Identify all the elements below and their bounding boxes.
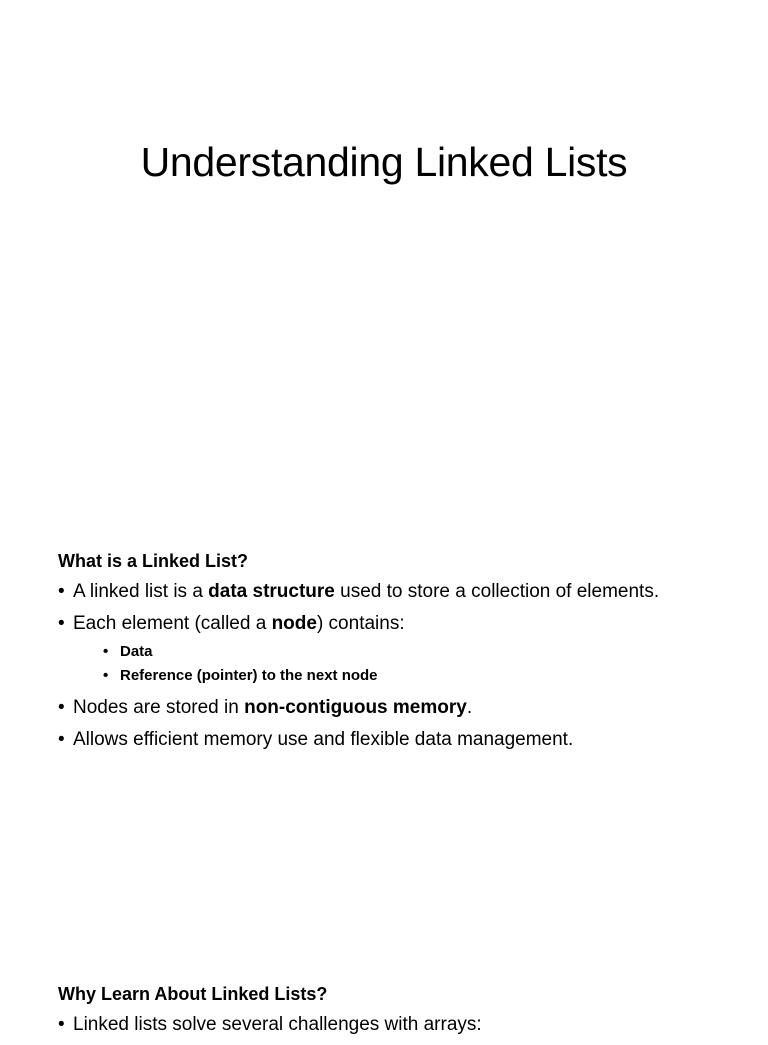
- bullet-text: .: [466, 697, 473, 718]
- section-heading: What is a Linked List?: [58, 551, 249, 571]
- bullet-icon: •: [58, 729, 65, 750]
- section-why-learn-linked-lists: [58, 982, 698, 1045]
- sub-bullet-text: Data: [120, 643, 153, 660]
- sub-bullet-text: Reference (pointer) to the next node: [120, 667, 378, 684]
- bullet-icon: •: [58, 697, 65, 718]
- list-item: [58, 580, 698, 604]
- bullet-icon: •: [103, 667, 109, 684]
- section-heading: Why Learn About Linked Lists?: [58, 984, 328, 1004]
- bullet-text: Linked lists solve several challenges with arrays:: [73, 1014, 482, 1035]
- bullet-list: [58, 580, 698, 752]
- sub-bullet-list: [73, 640, 698, 688]
- list-item: [58, 612, 698, 688]
- bullet-icon: •: [58, 581, 65, 602]
- sub-list-item: [103, 640, 698, 664]
- slide-title: Understanding Linked Lists: [140, 139, 628, 185]
- sub-list-item: [103, 664, 698, 688]
- section-what-is-linked-list: [58, 549, 698, 760]
- bullet-text: Nodes are stored in: [73, 697, 245, 718]
- bullet-bold-text: node: [271, 613, 317, 634]
- bullet-text: ) contains:: [316, 613, 405, 634]
- list-item: [58, 696, 698, 720]
- bullet-text: used to store a collection of elements.: [334, 581, 660, 602]
- bullet-icon: •: [58, 1014, 65, 1035]
- bullet-text: A linked list is a: [73, 581, 209, 602]
- bullet-bold-text: data structure: [208, 581, 335, 602]
- bullet-text: Allows efficient memory use and flexible data management.: [73, 729, 574, 750]
- list-item: [58, 1013, 698, 1037]
- bullet-icon: •: [103, 643, 109, 660]
- bullet-icon: •: [58, 613, 65, 634]
- bullet-list: [58, 1013, 698, 1037]
- list-item: [58, 728, 698, 752]
- bullet-text: Each element (called a: [73, 613, 272, 634]
- bullet-bold-text: non-contiguous memory: [244, 697, 467, 718]
